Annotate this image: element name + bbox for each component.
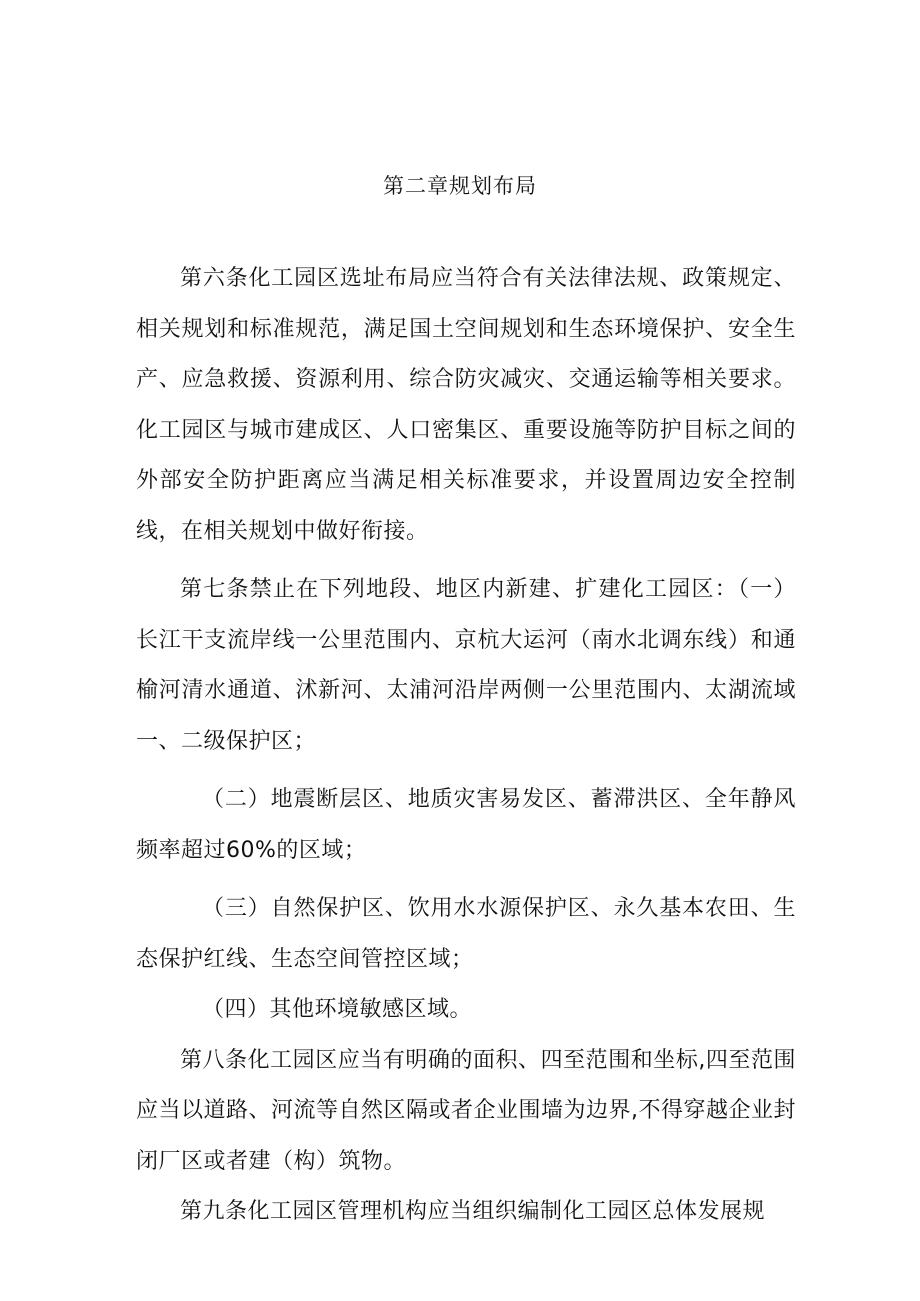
article-7-item-3: （三）自然保护区、饮用水水源保护区、永久基本农田、生态保护红线、生态空间管控区域； <box>136 896 796 972</box>
article-9-paragraph: 第九条化工园区管理机构应当组织编制化工园区总体发展规 <box>180 1199 766 1224</box>
paragraph-spacer <box>136 557 796 565</box>
chapter-title: 第二章规划布局 <box>383 174 537 198</box>
article-6-paragraph: 第六条化工园区选址布局应当符合有关法律法规、政策规定、相关规划和标准规范，满足国土空间规划和生态环境保护、安全生产、应急救援、资源利用、综合防灾减灾、交通运输等相关要求。化工园区与城市建成区、人口密集区、重要设施等防护目标之间的外部安全防护距离应当满足相关标准要求，并设置周边安全控制线，在相关规划中做好衔接。 <box>136 266 796 544</box>
article-7-item-4: （四）其他环境敏感区域。 <box>202 997 473 1022</box>
paragraph-spacer <box>136 876 796 884</box>
article-7-paragraph: 第七条禁止在下列地段、地区内新建、扩建化工园区：（一）长江干支流岸线一公里范围内、京杭大运河（南水北调东线）和通榆河清水通道、沭新河、太浦河沿岸两侧一公里范围内、太湖流域一、二级保护区； <box>136 577 796 754</box>
document-body <box>136 254 796 1238</box>
paragraph-spacer <box>136 767 796 775</box>
article-7-item-2: （二）地震断层区、地质灾害易发区、蓄滞洪区、全年静风频率超过60%的区域； <box>136 787 796 863</box>
article-8-paragraph: 第八条化工园区应当有明确的面积、四至范围和坐标,四至范围应当以道路、河流等自然区隔或者企业围墙为边界,不得穿越企业封闭厂区或者建（构）筑物。 <box>136 1047 796 1174</box>
